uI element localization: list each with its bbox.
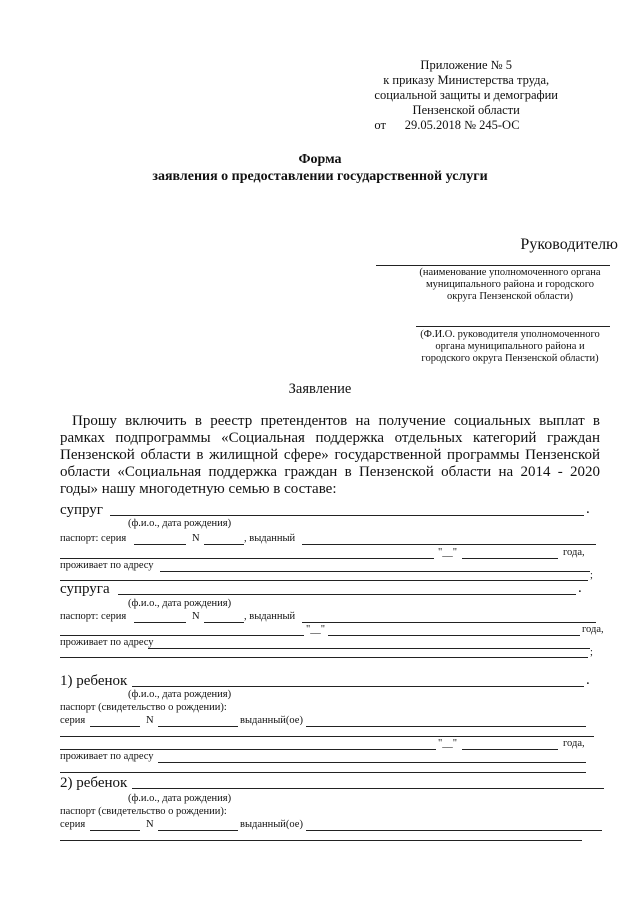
wife-day-quote: "__" [306,624,326,635]
husband-label: супруг [60,502,103,518]
husband-issued-label: , выданный [244,533,296,544]
child2-issued-field[interactable] [306,830,602,831]
husband-address-label: проживает по адресу [60,560,154,571]
husband-semicolon: ; [590,570,593,581]
husband-number-field[interactable] [204,544,244,545]
appendix-date [374,118,558,133]
child1-issued-cont-field[interactable] [60,736,594,737]
husband-address-cont-field[interactable] [60,580,588,581]
document-heading: Заявление [288,381,352,397]
child1-year-label: года, [563,738,585,749]
head-name-line[interactable] [416,326,610,327]
addressee-to: Руководителю [520,236,618,253]
head-name-note [410,329,610,365]
child2-name-field[interactable] [132,788,604,789]
appendix-line-2: к приказу Министерства труда, [383,73,550,87]
head-note-1: (Ф.И.О. руководителя уполномоченного [420,329,600,340]
wife-name-field[interactable] [118,594,576,595]
child2-n-label: N [146,819,154,830]
husband-year-label: года, [563,547,585,558]
child1-period: . [586,672,590,688]
child1-name-field[interactable] [132,686,584,687]
wife-address-label: проживает по адресу [60,637,154,648]
wife-number-field[interactable] [204,622,244,623]
husband-name-field[interactable] [110,515,584,516]
wife-issued-label: , выданный [244,611,296,622]
child1-passport-label: паспорт (свидетельство о рождении): [60,702,227,713]
org-note-1: (наименование уполномоченного органа [419,267,601,278]
head-note-2: органа муниципального района и [435,341,585,352]
wife-year-label: года, [582,624,604,635]
appendix-block [374,58,558,133]
child2-number-field[interactable] [158,830,238,831]
appendix-date-number: 29.05.2018 № 245-ОС [404,118,520,132]
wife-address-field[interactable] [148,648,590,649]
head-note-3: городского округа Пензенской области) [421,353,599,364]
wife-period: . [578,580,582,596]
org-note-2: муниципального района и городского [425,279,595,290]
child2-fio-note: (ф.и.о., дата рождения) [128,793,232,804]
appendix-line-4: Пензенской области [412,103,520,117]
child1-address-field[interactable] [158,762,586,763]
wife-issued-cont-field[interactable] [60,635,304,636]
husband-series-field[interactable] [134,544,186,545]
child1-label: 1) ребенок [60,673,128,689]
husband-date-field[interactable] [462,558,558,559]
wife-series-field[interactable] [134,622,186,623]
husband-address-field[interactable] [160,571,590,572]
child2-series-field[interactable] [90,830,140,831]
child1-series-label: серия [60,715,86,726]
husband-passport-label: паспорт: серия [60,533,127,544]
child2-series-label: серия [60,819,86,830]
org-note-3: округа Пензенской области) [447,291,573,302]
husband-issued-field[interactable] [302,544,596,545]
child2-issued-cont-field[interactable] [60,840,582,841]
husband-fio-note: (ф.и.о., дата рождения) [128,518,232,529]
husband-issued-cont-field[interactable] [60,558,434,559]
child1-day-quote: "__" [438,738,458,749]
husband-period: . [586,501,590,517]
org-name-note [410,267,610,303]
wife-fio-note: (ф.и.о., дата рождения) [128,598,232,609]
child1-series-field[interactable] [90,726,140,727]
child1-number-field[interactable] [158,726,238,727]
form-subtitle: заявления о предоставлении государственной услуги [152,169,488,184]
body-text: Прошу включить в реестр претендентов на получение социальных выплат в рамках подпрограммы «Социальная поддержка отдельных категорий граждан Пензенской области в жилищной сфере» государственной программы Пензенской области «Социальная поддержка граждан в Пензенской области на 2014 - 2020 годы» нашу многодетную семью в составе: [60,413,600,497]
child1-address-cont-field[interactable] [60,772,586,773]
wife-issued-field[interactable] [302,622,596,623]
wife-date-field[interactable] [328,635,580,636]
wife-address-cont-field[interactable] [60,657,588,658]
child2-passport-label: паспорт (свидетельство о рождении): [60,806,227,817]
org-name-line[interactable] [376,265,610,266]
husband-day-quote: "__" [438,547,458,558]
child2-issued-label: выданный(ое) [240,819,303,830]
body-paragraph [60,413,600,498]
wife-n-label: N [192,611,200,622]
child1-address-label: проживает по адресу [60,751,154,762]
husband-n-label: N [192,533,200,544]
wife-passport-label: паспорт: серия [60,611,127,622]
appendix-line-3: социальной защиты и демографии [374,88,558,102]
child1-issued-label: выданный(ое) [240,715,303,726]
appendix-date-prefix: от [374,118,386,132]
child1-date-field[interactable] [462,749,558,750]
wife-semicolon: ; [590,647,593,658]
child1-fio-note: (ф.и.о., дата рождения) [128,689,232,700]
child1-issued-field[interactable] [306,726,586,727]
form-title: Форма [298,152,342,167]
child1-n-label: N [146,715,154,726]
appendix-line-1: Приложение № 5 [420,58,512,72]
child2-label: 2) ребенок [60,775,128,791]
wife-label: супруга [60,581,110,597]
child1-issued-cont2-field[interactable] [60,749,436,750]
